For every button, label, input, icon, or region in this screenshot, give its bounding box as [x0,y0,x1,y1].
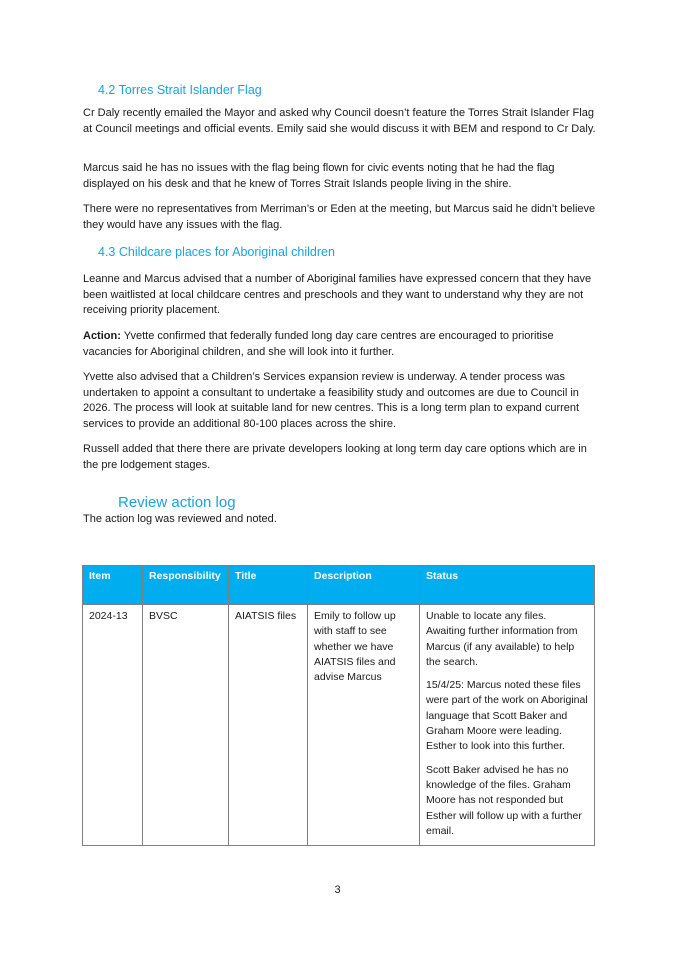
column-header-description: Description [308,566,420,605]
section-heading-review-action-log: Review action log [118,494,236,511]
section-heading-4-2: 4.2 Torres Strait Islander Flag [98,83,262,97]
action-label: Action: [83,330,121,342]
action-log-table [82,565,595,846]
table-header-row [83,566,595,605]
paragraph: Russell added that there there are private developers looking at long term day care options which are in the pre lodgement stages. [83,443,587,471]
column-header-item: Item [83,566,143,605]
section-heading-4-3: 4.3 Childcare places for Aboriginal children [98,245,335,259]
table-row [83,605,595,846]
paragraph: Leanne and Marcus advised that a number of Aboriginal families have expressed concern that they have been waitlisted at local childcare centres and preschools and they want to understand why they are not receiving priority placement. [83,273,592,316]
column-header-title: Title [229,566,308,605]
paragraph: Cr Daly recently emailed the Mayor and asked why Council doesn’t feature the Torres Strait Islander Flag at Council meetings and official events. Emily said she would discuss it with BEM and respond to Cr Daly. [83,107,596,135]
cell-item: 2024-13 [83,605,143,846]
action-log-intro: The action log was reviewed and noted. [83,513,277,525]
status-entry: Unable to locate any files. Awaiting further information from Marcus (if any available) to help the search. [426,610,578,668]
action-paragraph [83,329,603,360]
status-entry: Scott Baker advised he has no knowledge of the files. Graham Moore has not responded but Esther will follow up with a further email. [426,763,582,837]
cell-description: Emily to follow up with staff to see whether we have AIATSIS files and advise Marcus [308,605,420,846]
action-text: Yvette confirmed that federally funded long day care centres are encouraged to prioritise vacancies for Aboriginal children, and she will look into it further. [83,330,554,358]
status-entry: 15/4/25: Marcus noted these files were part of the work on Aboriginal language that Scott Baker and Graham Moore were leading. Esther to look into this further. [426,679,588,753]
paragraph: Yvette also advised that a Children’s Services expansion review is underway. A tender process was undertaken to appoint a consultant to undertake a feasibility study and outcomes are due to Council in 2026. The process will look at suitable land for new centres. This is a long term plan to expand current services to provide an additional 80-100 places across the shire. [83,371,580,430]
cell-responsibility: BVSC [143,605,229,846]
cell-status [420,605,595,846]
column-header-status: Status [420,566,595,605]
page-number: 3 [334,884,341,896]
cell-title: AIATSIS files [229,605,308,846]
paragraph: There were no representatives from Merriman’s or Eden at the meeting, but Marcus said he didn’t believe they would have any issues with the flag. [83,203,596,231]
paragraph: Marcus said he has no issues with the flag being flown for civic events noting that he had the flag displayed on his desk and that he knew of Torres Strait Islands people living in the shire. [83,162,555,190]
column-header-responsibility: Responsibility [143,566,229,605]
